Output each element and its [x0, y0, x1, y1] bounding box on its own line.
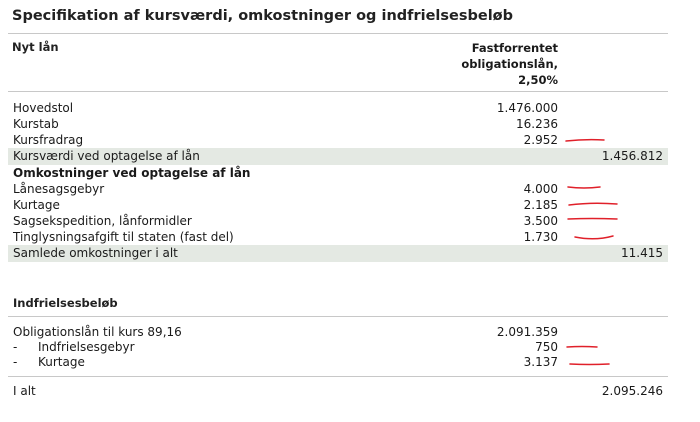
annotation-stroke	[566, 140, 604, 141]
row-label: Lånesagsgebyr	[13, 182, 105, 196]
row-value: 2.185	[523, 198, 558, 212]
row-label: Indfrielsesgebyr	[38, 340, 135, 354]
row-label: Kursfradrag	[13, 133, 84, 147]
row-value: 16.236	[516, 117, 558, 131]
row-label: Obligationslån til kurs 89,16	[13, 325, 182, 339]
column-header-line: obligationslån,	[461, 57, 558, 71]
annotation-stroke	[570, 364, 609, 365]
page-title: Specifikation af kursværdi, omkostninger og indfrielsesbeløb	[12, 8, 514, 24]
total-label: Samlede omkostninger i alt	[13, 246, 178, 260]
annotation-stroke	[568, 187, 600, 188]
row-label: Tinglysningsafgift til staten (fast del)	[13, 230, 234, 244]
row-value: 3.137	[523, 355, 558, 369]
section-heading-costs: Omkostninger ved optagelse af lån	[13, 166, 251, 180]
row-dash: -	[13, 355, 18, 369]
row-value: 2.091.359	[496, 325, 558, 339]
row-label: Kurtage	[13, 198, 60, 212]
column-header-line: Fastforrentet	[471, 41, 558, 55]
total-value: 2.095.246	[601, 384, 663, 398]
row-value: 4.000	[523, 182, 558, 196]
section-heading-redemption: Indfrielsesbeløb	[13, 296, 118, 310]
total-label: Kursværdi ved optagelse af lån	[13, 149, 200, 163]
row-label: Kurtage	[38, 355, 85, 369]
row-dash: -	[13, 340, 18, 354]
annotation-stroke	[575, 236, 613, 239]
row-value: 2.952	[523, 133, 558, 147]
annotation-stroke	[568, 219, 617, 220]
row-label: Hovedstol	[13, 101, 74, 115]
total-value: 1.456.812	[601, 149, 663, 163]
annotation-stroke	[567, 347, 597, 348]
section-heading-new-loan: Nyt lån	[12, 40, 59, 54]
annotation-stroke	[569, 203, 617, 205]
row-value: 1.476.000	[496, 101, 558, 115]
total-value: 11.415	[621, 246, 663, 260]
row-value: 1.730	[523, 230, 558, 244]
row-value: 750	[535, 340, 558, 354]
row-label: Sagsekspedition, lånformidler	[13, 214, 192, 228]
row-label: Kurstab	[13, 117, 59, 131]
row-value: 3.500	[523, 214, 558, 228]
column-header-line: 2,50%	[518, 73, 558, 87]
total-label: I alt	[13, 384, 36, 398]
